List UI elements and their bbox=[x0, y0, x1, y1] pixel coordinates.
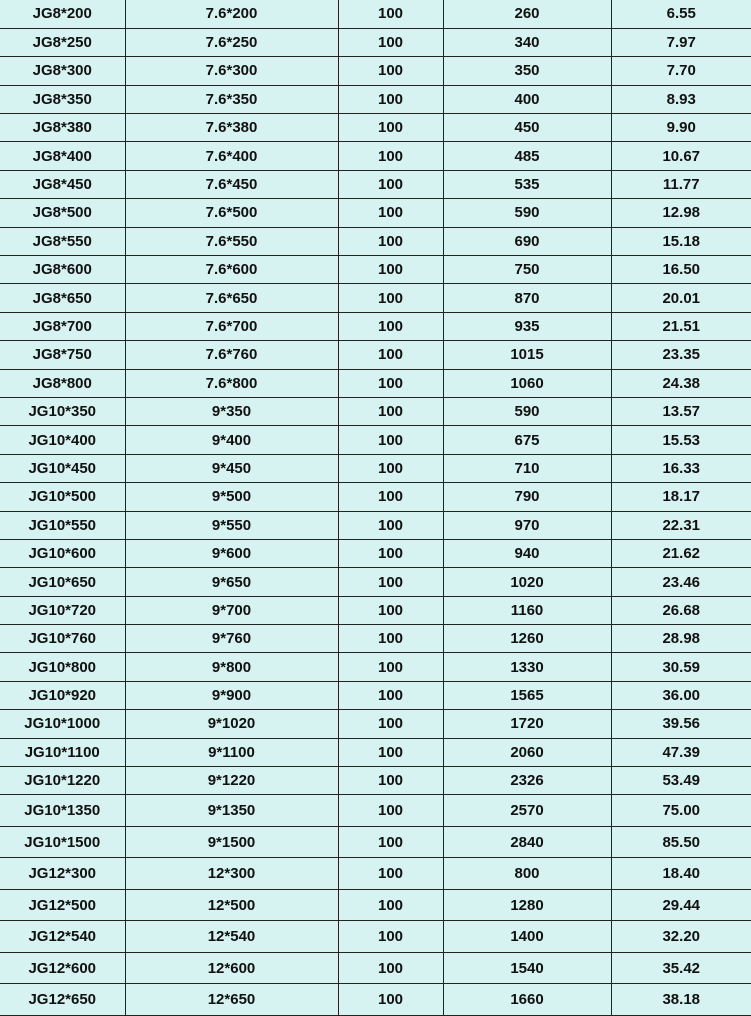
quantity-cell: 100 bbox=[338, 341, 443, 369]
model-cell: JG10*450 bbox=[0, 454, 125, 482]
weight-cell: 7.70 bbox=[611, 57, 751, 85]
value-cell: 1540 bbox=[443, 952, 611, 984]
table-row bbox=[0, 539, 751, 567]
weight-cell: 9.90 bbox=[611, 114, 751, 142]
value-cell: 1330 bbox=[443, 653, 611, 681]
model-cell: JG12*650 bbox=[0, 984, 125, 1016]
quantity-cell: 100 bbox=[338, 795, 443, 827]
weight-cell: 16.33 bbox=[611, 454, 751, 482]
table-row bbox=[0, 170, 751, 198]
model-cell: JG8*380 bbox=[0, 114, 125, 142]
value-cell: 450 bbox=[443, 114, 611, 142]
model-cell: JG8*700 bbox=[0, 312, 125, 340]
size-cell: 12*300 bbox=[125, 858, 338, 890]
weight-cell: 85.50 bbox=[611, 826, 751, 858]
quantity-cell: 100 bbox=[338, 170, 443, 198]
size-cell: 7.6*450 bbox=[125, 170, 338, 198]
value-cell: 400 bbox=[443, 85, 611, 113]
quantity-cell: 100 bbox=[338, 28, 443, 56]
weight-cell: 21.51 bbox=[611, 312, 751, 340]
quantity-cell: 100 bbox=[338, 921, 443, 953]
weight-cell: 18.40 bbox=[611, 858, 751, 890]
weight-cell: 26.68 bbox=[611, 596, 751, 624]
model-cell: JG12*540 bbox=[0, 921, 125, 953]
quantity-cell: 100 bbox=[338, 952, 443, 984]
quantity-cell: 100 bbox=[338, 227, 443, 255]
table-row bbox=[0, 511, 751, 539]
weight-cell: 23.35 bbox=[611, 341, 751, 369]
weight-cell: 7.97 bbox=[611, 28, 751, 56]
table-row bbox=[0, 341, 751, 369]
size-cell: 9*1100 bbox=[125, 738, 338, 766]
weight-cell: 53.49 bbox=[611, 767, 751, 795]
quantity-cell: 100 bbox=[338, 369, 443, 397]
table-row bbox=[0, 256, 751, 284]
weight-cell: 23.46 bbox=[611, 568, 751, 596]
table-row bbox=[0, 0, 751, 28]
model-cell: JG8*550 bbox=[0, 227, 125, 255]
model-cell: JG10*350 bbox=[0, 397, 125, 425]
size-cell: 9*800 bbox=[125, 653, 338, 681]
weight-cell: 13.57 bbox=[611, 397, 751, 425]
model-cell: JG8*450 bbox=[0, 170, 125, 198]
model-cell: JG10*550 bbox=[0, 511, 125, 539]
model-cell: JG8*350 bbox=[0, 85, 125, 113]
size-cell: 7.6*800 bbox=[125, 369, 338, 397]
table-row bbox=[0, 653, 751, 681]
value-cell: 2840 bbox=[443, 826, 611, 858]
model-cell: JG10*760 bbox=[0, 625, 125, 653]
weight-cell: 30.59 bbox=[611, 653, 751, 681]
quantity-cell: 100 bbox=[338, 85, 443, 113]
size-cell: 7.6*400 bbox=[125, 142, 338, 170]
quantity-cell: 100 bbox=[338, 681, 443, 709]
value-cell: 2570 bbox=[443, 795, 611, 827]
weight-cell: 32.20 bbox=[611, 921, 751, 953]
quantity-cell: 100 bbox=[338, 889, 443, 921]
size-cell: 7.6*760 bbox=[125, 341, 338, 369]
model-cell: JG8*250 bbox=[0, 28, 125, 56]
model-cell: JG10*600 bbox=[0, 539, 125, 567]
model-cell: JG8*800 bbox=[0, 369, 125, 397]
quantity-cell: 100 bbox=[338, 596, 443, 624]
value-cell: 1015 bbox=[443, 341, 611, 369]
value-cell: 535 bbox=[443, 170, 611, 198]
weight-cell: 16.50 bbox=[611, 256, 751, 284]
weight-cell: 18.17 bbox=[611, 483, 751, 511]
value-cell: 2060 bbox=[443, 738, 611, 766]
quantity-cell: 100 bbox=[338, 284, 443, 312]
quantity-cell: 100 bbox=[338, 653, 443, 681]
quantity-cell: 100 bbox=[338, 57, 443, 85]
table-row bbox=[0, 426, 751, 454]
value-cell: 790 bbox=[443, 483, 611, 511]
weight-cell: 47.39 bbox=[611, 738, 751, 766]
size-cell: 7.6*650 bbox=[125, 284, 338, 312]
weight-cell: 21.62 bbox=[611, 539, 751, 567]
value-cell: 340 bbox=[443, 28, 611, 56]
table-row bbox=[0, 369, 751, 397]
size-cell: 9*400 bbox=[125, 426, 338, 454]
size-cell: 9*1220 bbox=[125, 767, 338, 795]
model-cell: JG10*1000 bbox=[0, 710, 125, 738]
size-cell: 7.6*350 bbox=[125, 85, 338, 113]
quantity-cell: 100 bbox=[338, 568, 443, 596]
table-row bbox=[0, 57, 751, 85]
model-cell: JG10*400 bbox=[0, 426, 125, 454]
table-row bbox=[0, 199, 751, 227]
quantity-cell: 100 bbox=[338, 539, 443, 567]
value-cell: 590 bbox=[443, 397, 611, 425]
quantity-cell: 100 bbox=[338, 858, 443, 890]
value-cell: 675 bbox=[443, 426, 611, 454]
weight-cell: 38.18 bbox=[611, 984, 751, 1016]
table-row bbox=[0, 710, 751, 738]
quantity-cell: 100 bbox=[338, 256, 443, 284]
value-cell: 970 bbox=[443, 511, 611, 539]
size-cell: 7.6*200 bbox=[125, 0, 338, 28]
size-cell: 9*450 bbox=[125, 454, 338, 482]
table-row bbox=[0, 568, 751, 596]
size-cell: 12*540 bbox=[125, 921, 338, 953]
weight-cell: 22.31 bbox=[611, 511, 751, 539]
quantity-cell: 100 bbox=[338, 767, 443, 795]
quantity-cell: 100 bbox=[338, 114, 443, 142]
table-row bbox=[0, 826, 751, 858]
quantity-cell: 100 bbox=[338, 142, 443, 170]
model-cell: JG8*400 bbox=[0, 142, 125, 170]
table-row bbox=[0, 142, 751, 170]
value-cell: 1660 bbox=[443, 984, 611, 1016]
size-cell: 9*500 bbox=[125, 483, 338, 511]
table-row bbox=[0, 625, 751, 653]
size-cell: 12*600 bbox=[125, 952, 338, 984]
table-row bbox=[0, 114, 751, 142]
size-cell: 9*550 bbox=[125, 511, 338, 539]
size-cell: 9*900 bbox=[125, 681, 338, 709]
model-cell: JG10*1500 bbox=[0, 826, 125, 858]
weight-cell: 10.67 bbox=[611, 142, 751, 170]
table-row bbox=[0, 858, 751, 890]
size-cell: 9*600 bbox=[125, 539, 338, 567]
quantity-cell: 100 bbox=[338, 710, 443, 738]
table-row bbox=[0, 889, 751, 921]
size-cell: 7.6*380 bbox=[125, 114, 338, 142]
quantity-cell: 100 bbox=[338, 511, 443, 539]
size-cell: 7.6*300 bbox=[125, 57, 338, 85]
table-row bbox=[0, 952, 751, 984]
quantity-cell: 100 bbox=[338, 426, 443, 454]
quantity-cell: 100 bbox=[338, 826, 443, 858]
table-row bbox=[0, 738, 751, 766]
quantity-cell: 100 bbox=[338, 0, 443, 28]
size-cell: 7.6*600 bbox=[125, 256, 338, 284]
model-cell: JG8*650 bbox=[0, 284, 125, 312]
value-cell: 1060 bbox=[443, 369, 611, 397]
weight-cell: 29.44 bbox=[611, 889, 751, 921]
value-cell: 690 bbox=[443, 227, 611, 255]
value-cell: 350 bbox=[443, 57, 611, 85]
value-cell: 2326 bbox=[443, 767, 611, 795]
weight-cell: 8.93 bbox=[611, 85, 751, 113]
size-cell: 9*350 bbox=[125, 397, 338, 425]
model-cell: JG10*1350 bbox=[0, 795, 125, 827]
quantity-cell: 100 bbox=[338, 483, 443, 511]
value-cell: 750 bbox=[443, 256, 611, 284]
quantity-cell: 100 bbox=[338, 984, 443, 1016]
size-cell: 9*650 bbox=[125, 568, 338, 596]
size-cell: 12*650 bbox=[125, 984, 338, 1016]
value-cell: 1720 bbox=[443, 710, 611, 738]
size-cell: 7.6*250 bbox=[125, 28, 338, 56]
size-cell: 7.6*550 bbox=[125, 227, 338, 255]
model-cell: JG8*300 bbox=[0, 57, 125, 85]
value-cell: 1400 bbox=[443, 921, 611, 953]
value-cell: 870 bbox=[443, 284, 611, 312]
quantity-cell: 100 bbox=[338, 199, 443, 227]
value-cell: 485 bbox=[443, 142, 611, 170]
value-cell: 590 bbox=[443, 199, 611, 227]
table-row bbox=[0, 767, 751, 795]
model-cell: JG8*750 bbox=[0, 341, 125, 369]
table-row bbox=[0, 921, 751, 953]
table-row bbox=[0, 984, 751, 1016]
weight-cell: 6.55 bbox=[611, 0, 751, 28]
value-cell: 1160 bbox=[443, 596, 611, 624]
table-row bbox=[0, 596, 751, 624]
model-cell: JG12*600 bbox=[0, 952, 125, 984]
size-cell: 9*1350 bbox=[125, 795, 338, 827]
weight-cell: 36.00 bbox=[611, 681, 751, 709]
model-cell: JG10*920 bbox=[0, 681, 125, 709]
model-cell: JG8*600 bbox=[0, 256, 125, 284]
weight-cell: 28.98 bbox=[611, 625, 751, 653]
table-row bbox=[0, 284, 751, 312]
value-cell: 710 bbox=[443, 454, 611, 482]
quantity-cell: 100 bbox=[338, 625, 443, 653]
table-row bbox=[0, 397, 751, 425]
model-cell: JG10*1220 bbox=[0, 767, 125, 795]
model-cell: JG10*650 bbox=[0, 568, 125, 596]
table-row bbox=[0, 454, 751, 482]
quantity-cell: 100 bbox=[338, 312, 443, 340]
model-cell: JG12*300 bbox=[0, 858, 125, 890]
quantity-cell: 100 bbox=[338, 454, 443, 482]
value-cell: 1260 bbox=[443, 625, 611, 653]
value-cell: 1020 bbox=[443, 568, 611, 596]
size-cell: 9*1020 bbox=[125, 710, 338, 738]
value-cell: 1565 bbox=[443, 681, 611, 709]
weight-cell: 39.56 bbox=[611, 710, 751, 738]
value-cell: 260 bbox=[443, 0, 611, 28]
table-row bbox=[0, 483, 751, 511]
model-cell: JG8*500 bbox=[0, 199, 125, 227]
size-cell: 9*1500 bbox=[125, 826, 338, 858]
weight-cell: 11.77 bbox=[611, 170, 751, 198]
table-row bbox=[0, 681, 751, 709]
size-cell: 9*760 bbox=[125, 625, 338, 653]
value-cell: 800 bbox=[443, 858, 611, 890]
value-cell: 935 bbox=[443, 312, 611, 340]
model-cell: JG10*1100 bbox=[0, 738, 125, 766]
weight-cell: 20.01 bbox=[611, 284, 751, 312]
model-cell: JG10*800 bbox=[0, 653, 125, 681]
size-cell: 7.6*500 bbox=[125, 199, 338, 227]
weight-cell: 15.18 bbox=[611, 227, 751, 255]
weight-cell: 12.98 bbox=[611, 199, 751, 227]
table-row bbox=[0, 312, 751, 340]
model-cell: JG8*200 bbox=[0, 0, 125, 28]
weight-cell: 24.38 bbox=[611, 369, 751, 397]
table-row bbox=[0, 28, 751, 56]
table-row bbox=[0, 85, 751, 113]
quantity-cell: 100 bbox=[338, 738, 443, 766]
size-cell: 7.6*700 bbox=[125, 312, 338, 340]
weight-cell: 35.42 bbox=[611, 952, 751, 984]
table-row bbox=[0, 227, 751, 255]
value-cell: 940 bbox=[443, 539, 611, 567]
model-cell: JG12*500 bbox=[0, 889, 125, 921]
model-cell: JG10*500 bbox=[0, 483, 125, 511]
model-cell: JG10*720 bbox=[0, 596, 125, 624]
table-row bbox=[0, 795, 751, 827]
value-cell: 1280 bbox=[443, 889, 611, 921]
quantity-cell: 100 bbox=[338, 397, 443, 425]
size-cell: 9*700 bbox=[125, 596, 338, 624]
weight-cell: 75.00 bbox=[611, 795, 751, 827]
size-cell: 12*500 bbox=[125, 889, 338, 921]
weight-cell: 15.53 bbox=[611, 426, 751, 454]
